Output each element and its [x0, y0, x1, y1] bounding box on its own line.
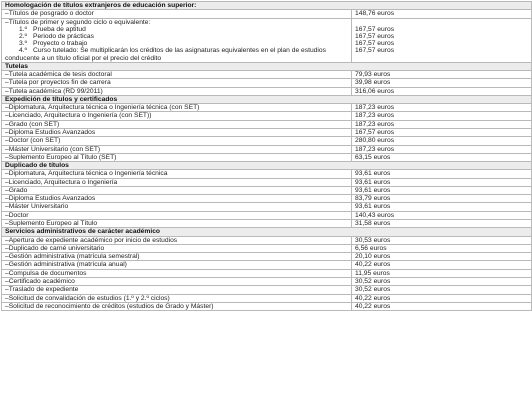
row-label: –Grado (con SET): [2, 120, 352, 128]
row-price: 83,79 euros: [352, 195, 532, 203]
section-title: Homologación de títulos extranjeros de educación superior:: [2, 2, 532, 10]
sub-item: [5, 33, 348, 40]
sub-item-text: Prueba de aptitud: [33, 25, 86, 33]
row-price: 167,57 euros: [355, 47, 395, 55]
section-header: [2, 62, 532, 70]
row-label: –Tutela académica (RD 99/2011): [2, 87, 352, 95]
table-row: [2, 220, 532, 228]
row-label: –Títulos de primer y segundo ciclo o equivalente:: [5, 18, 151, 26]
sub-item: [5, 47, 348, 54]
table-row: [2, 195, 532, 203]
sub-item-text: Periodo de prácticas: [33, 32, 94, 40]
row-price: 93,61 euros: [352, 178, 532, 186]
sub-item: [5, 26, 348, 33]
row-price: 30,52 euros: [352, 278, 532, 286]
table-row: [2, 145, 532, 153]
row-price: 167,57 euros: [352, 128, 532, 136]
row-price: 39,98 euros: [352, 79, 532, 87]
sub-item-number: 2.º: [19, 32, 28, 40]
table-row: [2, 286, 532, 294]
row-label: –Compulsa de documentos: [2, 269, 352, 277]
row-price: 316,06 euros: [352, 87, 532, 95]
row-price: 167,57 euros: [355, 32, 395, 40]
row-price: 93,61 euros: [352, 170, 532, 178]
row-label: –Suplemento Europeo al Título: [2, 220, 352, 228]
row-label: –Máster Universitario: [2, 203, 352, 211]
row-label: –Doctor: [2, 211, 352, 219]
row-price: 31,58 euros: [352, 220, 532, 228]
row-price: 11,95 euros: [352, 269, 532, 277]
table-row: [2, 87, 532, 95]
row-label: –Apertura de expediente académico por inicio de estudios: [2, 236, 352, 244]
table-row: [2, 211, 532, 219]
table-row: [2, 10, 532, 18]
row-label-tail: conducente a un título oficial por el precio del crédito: [5, 54, 162, 62]
row-label: –Traslado de expediente: [2, 286, 352, 294]
section-title: Duplicado de títulos: [2, 162, 532, 170]
row-label: –Tutela por proyectos fin de carrera: [2, 79, 352, 87]
row-price: 40,22 euros: [352, 302, 532, 310]
table-row: [2, 170, 532, 178]
row-price: 187,23 euros: [352, 120, 532, 128]
section-header: [2, 228, 532, 236]
row-price: 93,61 euros: [352, 203, 532, 211]
row-price: 187,23 euros: [352, 145, 532, 153]
sub-item-text: Curso tutelado: Se multiplicarán los créditos de las asignaturas equivalentes en el plan de estudios: [33, 47, 326, 55]
sub-item-text: Proyecto o trabajo: [33, 40, 88, 48]
table-row: [2, 203, 532, 211]
table-row: [2, 269, 532, 277]
row-label: –Licenciado, Arquitectura o Ingeniería: [2, 178, 352, 186]
table-row: [2, 294, 532, 302]
row-label: –Suplemento Europeo al Título (SET): [2, 153, 352, 161]
section-header: [2, 95, 532, 103]
row-price: 140,43 euros: [352, 211, 532, 219]
row-label: –Grado: [2, 186, 352, 194]
table-row: [2, 104, 532, 112]
table-row: [2, 178, 532, 186]
sub-item-number: 1.º: [19, 25, 28, 33]
row-price: 63,15 euros: [352, 153, 532, 161]
table-row: [2, 253, 532, 261]
section-header: [2, 2, 532, 10]
section-title: Tutelas: [2, 62, 532, 70]
row-price: 79,93 euros: [352, 70, 532, 78]
table-row: [2, 186, 532, 194]
table-row: [2, 261, 532, 269]
table-row: [2, 278, 532, 286]
row-label: –Títulos de posgrado o doctor: [2, 10, 352, 18]
row-label: –Certificado académico: [2, 278, 352, 286]
row-label-multi: [2, 18, 352, 62]
table-row: [2, 244, 532, 252]
row-price: 30,53 euros: [352, 236, 532, 244]
row-label: –Duplicado de carné universitario: [2, 244, 352, 252]
table-row: [2, 128, 532, 136]
table-row: [2, 236, 532, 244]
row-price: 40,22 euros: [352, 261, 532, 269]
sub-item-number: 3.º: [19, 40, 28, 48]
table-row: [2, 153, 532, 161]
row-label: –Doctor (con SET): [2, 137, 352, 145]
row-label: –Licenciado, Arquitectura o Ingeniería (con SET)): [2, 112, 352, 120]
section-header: [2, 162, 532, 170]
table-row: [2, 70, 532, 78]
row-label: –Gestión administrativa (matrícula anual): [2, 261, 352, 269]
row-price: 148,76 euros: [352, 10, 532, 18]
row-label: –Diplomatura, Arquitectura técnica o Ingeniería técnica (con SET): [2, 104, 352, 112]
row-label: –Diploma Estudios Avanzados: [2, 128, 352, 136]
row-price: 187,23 euros: [352, 104, 532, 112]
row-price: 93,61 euros: [352, 186, 532, 194]
row-price: 187,23 euros: [352, 112, 532, 120]
row-label: –Diplomatura, Arquitectura técnica o Ingeniería técnica: [2, 170, 352, 178]
row-price: 20,10 euros: [352, 253, 532, 261]
table-row: [2, 137, 532, 145]
row-price-multi: [352, 18, 532, 62]
row-price: 40,22 euros: [352, 294, 532, 302]
table-row-multi: [2, 18, 532, 62]
row-price: 30,52 euros: [352, 286, 532, 294]
table-row: [2, 79, 532, 87]
row-price: 167,57 euros: [355, 40, 395, 48]
row-label: –Diploma Estudios Avanzados: [2, 195, 352, 203]
row-label: –Solicitud de reconocimiento de créditos (estudios de Grado y Máster): [2, 302, 352, 310]
table-row: [2, 302, 532, 310]
row-price: 280,80 euros: [352, 137, 532, 145]
sub-item: [5, 40, 348, 47]
sub-item-number: 4.º: [19, 47, 28, 55]
row-label: –Máster Universitario (con SET): [2, 145, 352, 153]
fee-table: [1, 1, 532, 311]
row-price: 6,56 euros: [352, 244, 532, 252]
row-label: –Tutela académica de tesis doctoral: [2, 70, 352, 78]
table-row: [2, 112, 532, 120]
row-label: –Gestión administrativa (matrícula semestral): [2, 253, 352, 261]
row-price: 167,57 euros: [355, 25, 395, 33]
section-title: Servicios administrativos de carácter académico: [2, 228, 532, 236]
table-row: [2, 120, 532, 128]
row-label: –Solicitud de convalidación de estudios (1.º y 2.º ciclos): [2, 294, 352, 302]
section-title: Expedición de títulos y certificados: [2, 95, 532, 103]
